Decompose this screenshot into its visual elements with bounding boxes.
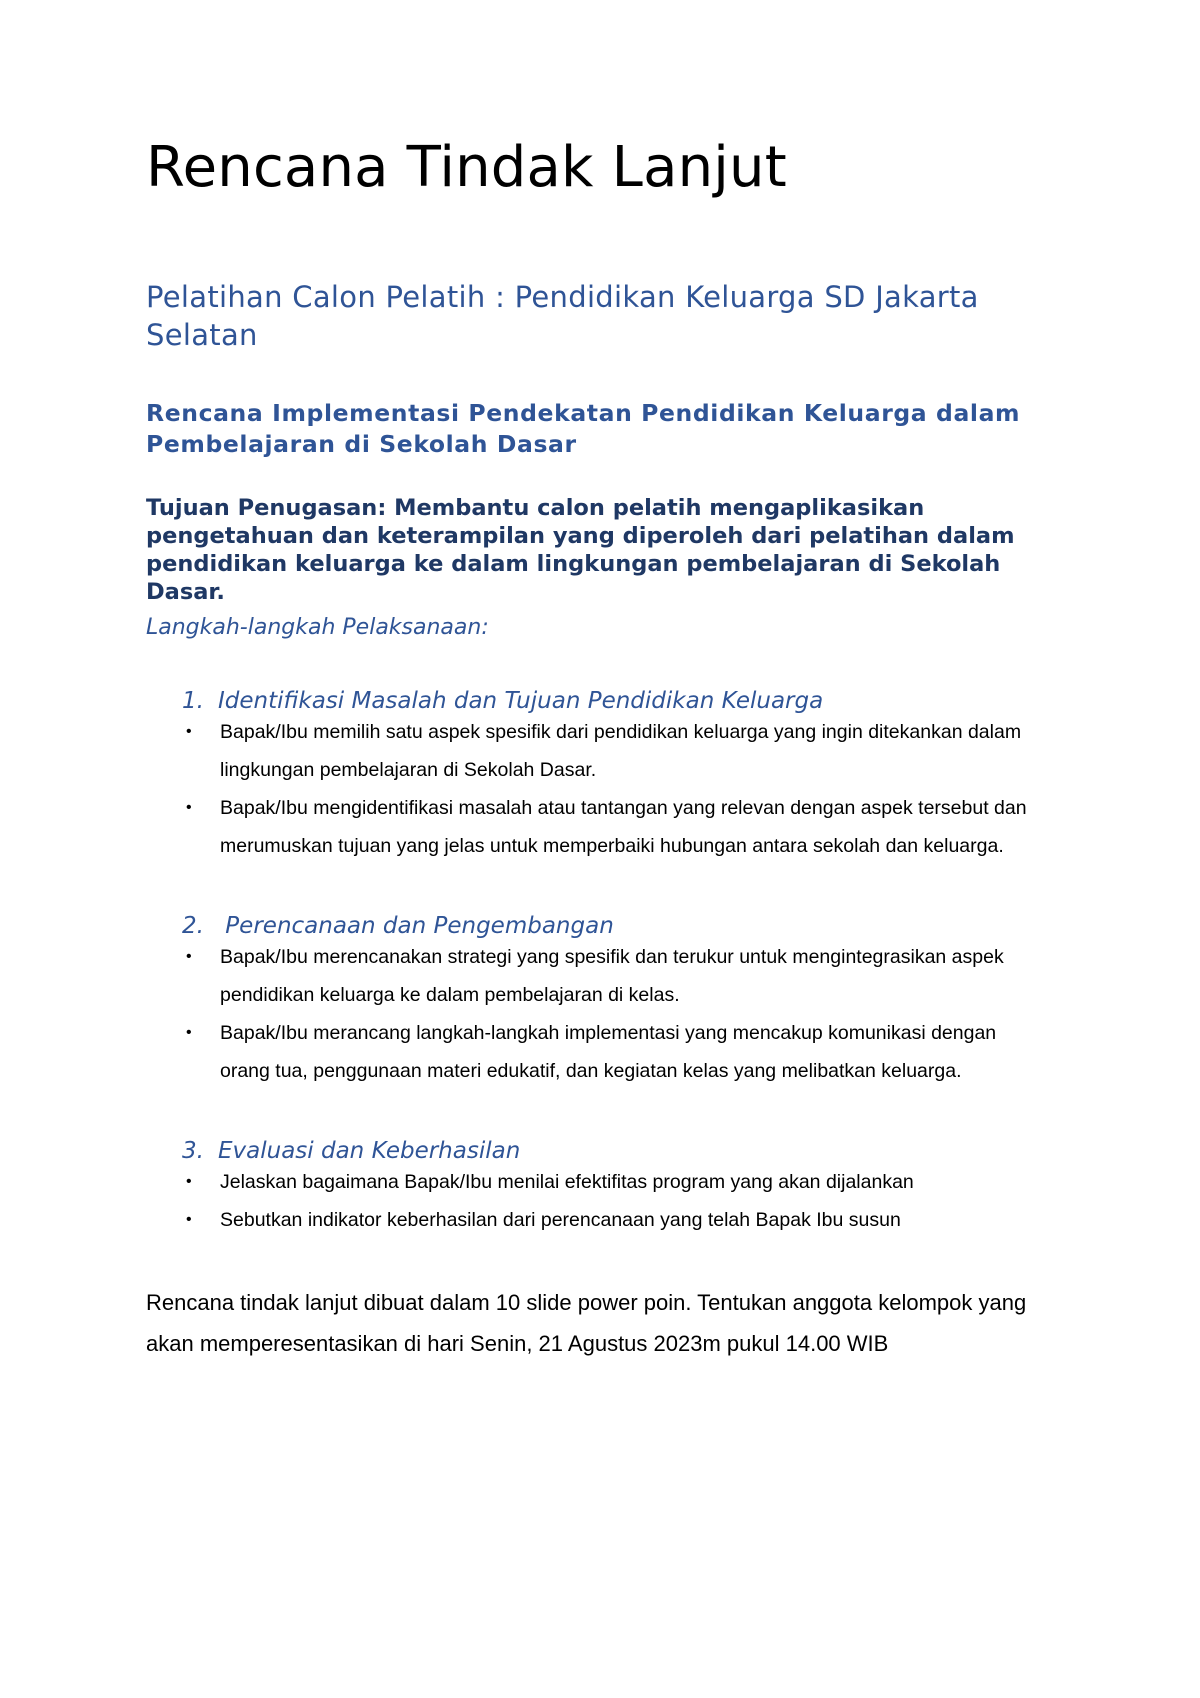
section-number: 3. [182, 1138, 204, 1164]
list-item [182, 1163, 1042, 1201]
bullet-icon: • [186, 948, 192, 965]
list-item-text: Bapak/Ibu merancang langkah-langkah implementasi yang mencakup komunikasi dengan orang tua, penggunaan materi edukatif, dan kegiatan kelas yang melibatkan keluarga. [220, 1022, 997, 1082]
list-item-text: Bapak/Ibu mengidentifikasi masalah atau tantangan yang relevan dengan aspek tersebut dan merumuskan tujuan yang jelas untuk memperbaiki hubungan antara sekolah dan keluarga. [220, 797, 1027, 857]
section-number: 1. [182, 688, 204, 714]
section-heading-1 [182, 686, 823, 716]
bullet-icon: • [186, 723, 192, 740]
list-item-text: Bapak/Ibu memilih satu aspek spesifik dari pendidikan keluarga yang ingin ditekankan dalam lingkungan pembelajaran di Sekolah Dasar. [220, 721, 1022, 781]
bullet-icon: • [186, 1024, 192, 1041]
section-number: 2. [182, 913, 204, 939]
list-item [182, 789, 1042, 865]
bullet-icon: • [186, 1211, 192, 1228]
list-item-text: Sebutkan indikator keberhasilan dari perencanaan yang telah Bapak Ibu susun [220, 1209, 901, 1231]
steps-heading: Langkah-langkah Pelaksanaan: [146, 615, 489, 640]
section-heading-2 [182, 911, 614, 941]
document-subtitle: Pelatihan Calon Pelatih : Pendidikan Keluarga SD Jakarta Selatan [146, 280, 979, 352]
bullet-icon: • [186, 1173, 192, 1190]
section-2-bullets [182, 938, 1042, 1090]
list-item-text: Bapak/Ibu merencanakan strategi yang spesifik dan terukur untuk mengintegrasikan aspek pendidikan keluarga ke dalam pembelajaran di kelas. [220, 946, 1004, 1006]
closing-paragraph: Rencana tindak lanjut dibuat dalam 10 slide power poin. Tentukan anggota kelompok yang akan memperesentasikan di hari Senin, 21 Agustus 2023m pukul 14.00 WIB [146, 1290, 1027, 1356]
list-item [182, 713, 1042, 789]
section-title: Perencanaan dan Pengembangan [218, 913, 614, 939]
section-1-bullets [182, 713, 1042, 865]
document-title: Rencana Tindak Lanjut [146, 135, 787, 200]
implementation-heading: Rencana Implementasi Pendekatan Pendidikan Keluarga dalam Pembelajaran di Sekolah Dasar [146, 399, 1021, 458]
list-item [182, 1014, 1042, 1090]
list-item-text: Jelaskan bagaimana Bapak/Ibu menilai efektifitas program yang akan dijalankan [220, 1171, 914, 1193]
section-heading-3 [182, 1136, 520, 1166]
section-title: Identifikasi Masalah dan Tujuan Pendidikan Keluarga [218, 688, 824, 714]
list-item [182, 1201, 1042, 1239]
list-item [182, 938, 1042, 1014]
bullet-icon: • [186, 799, 192, 816]
section-3-bullets [182, 1163, 1042, 1239]
assignment-purpose: Tujuan Penugasan: Membantu calon pelatih mengaplikasikan pengetahuan dan keterampilan yang diperoleh dari pelatihan dalam pendidikan keluarga ke dalam lingkungan pembelajaran di Sekolah Dasar. [146, 495, 1015, 605]
section-title: Evaluasi dan Keberhasilan [218, 1138, 521, 1164]
